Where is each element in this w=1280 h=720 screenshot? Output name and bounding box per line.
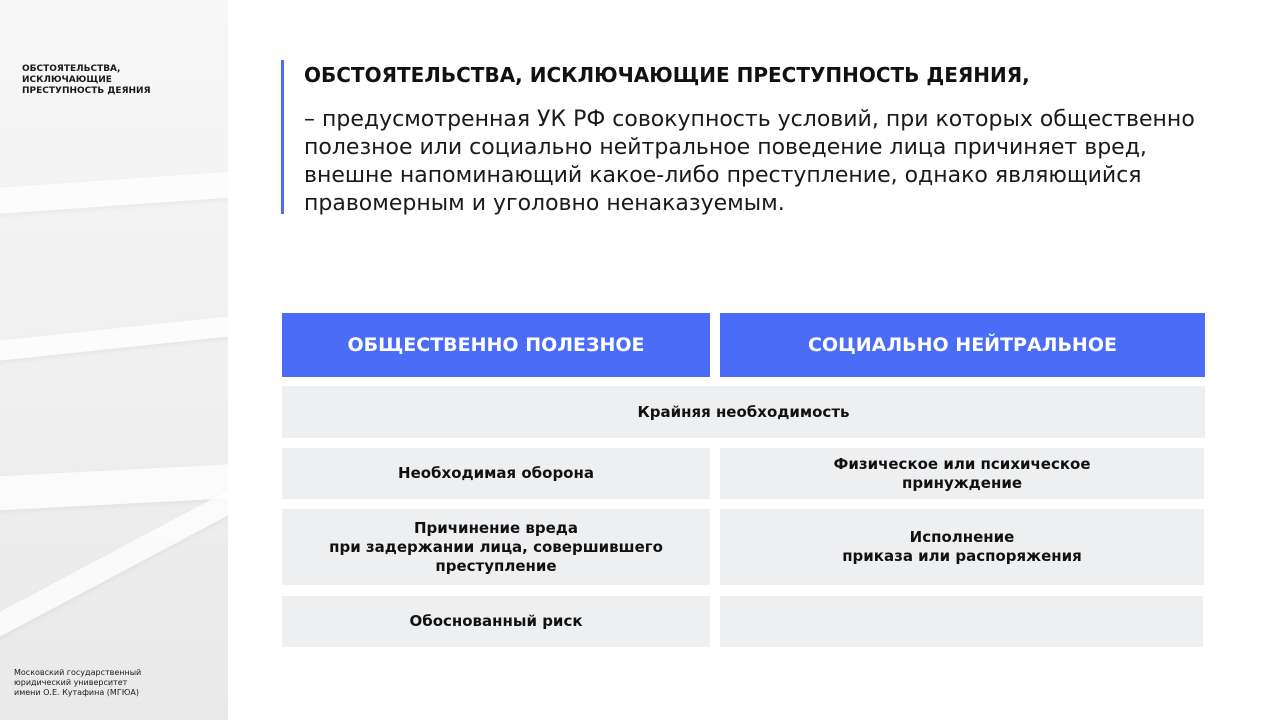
table-cell: Обоснованный риск <box>409 612 583 630</box>
decorative-beam <box>0 313 228 366</box>
table-cell-row3-left <box>282 596 710 647</box>
table-cell: Исполнение приказа или распоряжения <box>842 528 1082 565</box>
sidebar <box>0 0 228 720</box>
table-cell: Крайняя необходимость <box>637 402 850 421</box>
table-header-neutral <box>720 313 1205 377</box>
decorative-beam <box>0 463 228 512</box>
table-cell: Причинение вреда при задержании лица, совершившего преступление <box>329 518 663 575</box>
decorative-beam <box>0 170 228 217</box>
table-header-label: СОЦИАЛЬНО НЕЙТРАЛЬНОЕ <box>808 333 1117 356</box>
table-cell-row1-left <box>282 448 710 499</box>
table-cell-row2-right <box>720 509 1204 585</box>
table-cell-row3-right <box>720 596 1203 647</box>
definition-text: – предусмотренная УК РФ совокупность условий, при которых общественно полезное или социально нейтральное поведение лица причиняет вред, внешне напоминающий какое-либо преступление, однако являющийся правомерным и уголовно ненаказуемым. <box>304 107 1195 216</box>
table-header-label: ОБЩЕСТВЕННО ПОЛЕЗНОЕ <box>347 333 645 356</box>
table-cell-row1-right <box>720 448 1204 499</box>
table-header-useful <box>282 313 710 377</box>
table-cell: Физическое или психическое принуждение <box>833 454 1091 492</box>
accent-bar <box>281 60 284 214</box>
table-cell: Необходимая оборона <box>398 464 594 482</box>
table-cell-row2-left <box>282 509 710 585</box>
section-title: ОБСТОЯТЕЛЬСТВА, ИСКЛЮЧАЮЩИЕ ПРЕСТУПНОСТЬ ДЕЯНИЯ <box>22 64 151 96</box>
university-name: Московский государственный юридический университет имени О.Е. Кутафина (МГЮА) <box>14 668 142 697</box>
table-row-shared <box>282 386 1205 438</box>
page-title: ОБСТОЯТЕЛЬСТВА, ИСКЛЮЧАЮЩИЕ ПРЕСТУПНОСТЬ ДЕЯНИЯ, <box>304 63 1030 87</box>
